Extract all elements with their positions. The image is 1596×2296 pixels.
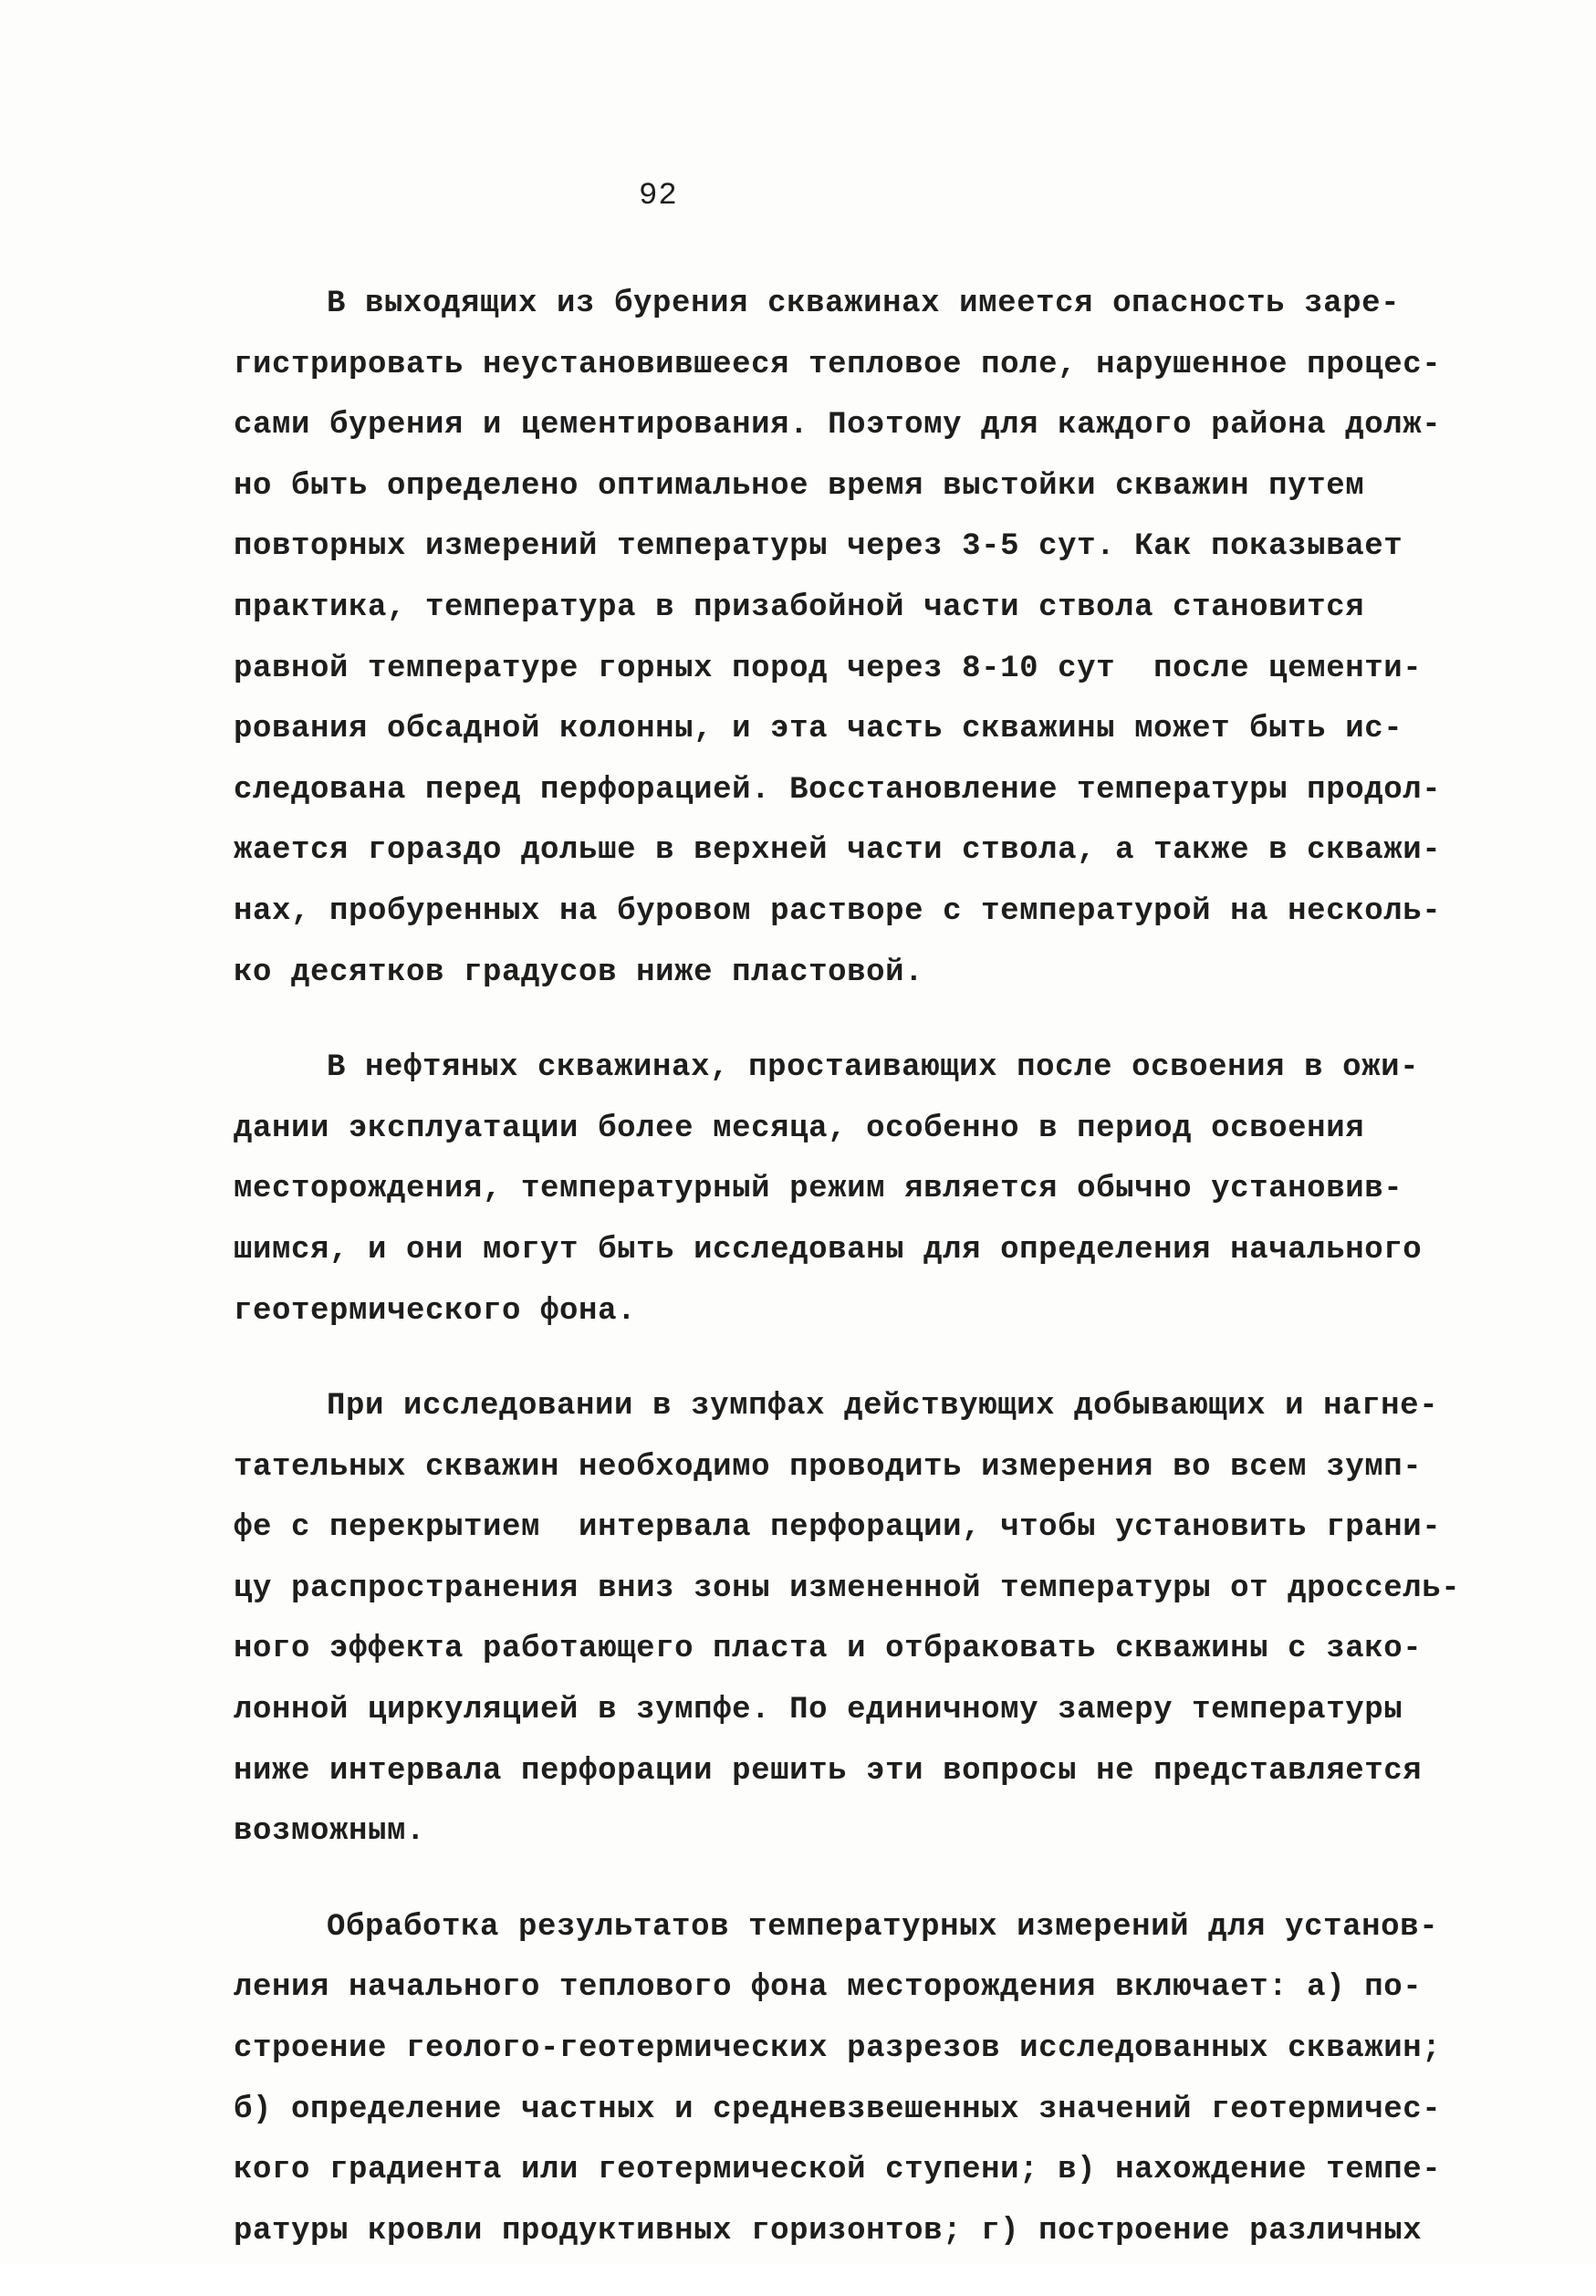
- paragraph-1: [234, 274, 1442, 1003]
- text-line: месторождения, температурный режим является обычно установив-: [234, 1172, 1403, 1207]
- paragraph-2: [234, 1038, 1423, 1341]
- text-line: ниже интервала перфорации решить эти вопросы не представляется: [234, 1753, 1423, 1789]
- text-line: следована перед перфорацией. Восстановление температуры продол-: [234, 772, 1442, 808]
- text-line: ко десятков градусов ниже пластовой.: [234, 955, 924, 990]
- text-line: рования обсадной колонны, и эта часть скважины может быть ис-: [234, 712, 1403, 747]
- text-line: геотермического фона.: [234, 1293, 637, 1329]
- text-line: сами бурения и цементирования. Поэтому для каждого района долж-: [234, 408, 1442, 444]
- text-line: дании эксплуатации более месяца, особенно в период освоения: [234, 1111, 1365, 1146]
- text-line: Обработка результатов температурных измерений для установ-: [327, 1909, 1439, 1945]
- text-line: В выходящих из бурения скважинах имеется опасность заре-: [327, 287, 1401, 321]
- text-line: шимся, и они могут быть исследованы для определения начального: [234, 1232, 1423, 1268]
- paragraph-4: [234, 1897, 1442, 2262]
- page-number: 92: [639, 179, 678, 214]
- text-line: тательных скважин необходимо проводить измерения во всем зумп-: [234, 1449, 1423, 1485]
- text-line: цу распространения вниз зоны измененной температуры от дроссель-: [234, 1571, 1461, 1606]
- text-line: повторных измерений температуры через 3-5 сут. Как показывает: [234, 529, 1403, 565]
- text-line: лонной циркуляцией в зумпфе. По единичному замеру температуры: [234, 1693, 1403, 1728]
- text-line: В нефтяных скважинах, простаивающих после освоения в ожи-: [327, 1050, 1420, 1086]
- text-line: ления начального теплового фона месторождения включает: а) по-: [234, 1970, 1423, 2006]
- text-line: ного эффекта работающего пласта и отбраковать скважины с зако-: [234, 1632, 1423, 1667]
- text-line: строение геолого-геотермических разрезов исследованных скважин;: [234, 2031, 1442, 2067]
- text-line: При исследовании в зумпфах действующих добывающих и нагне-: [327, 1389, 1439, 1425]
- text-line: равной температуре горных пород через 8-10 сут после цементи-: [234, 651, 1423, 686]
- body-text: [234, 274, 1461, 2296]
- text-line: жается гораздо дольше в верхней части ствола, а также в скважи-: [234, 833, 1442, 869]
- text-line: нах, пробуренных на буровом растворе с температурой на несколь-: [234, 893, 1442, 929]
- text-line: б) определение частных и средневзвешенных значений геотермичес-: [234, 2092, 1442, 2127]
- text-line: но быть определено оптимальное время выстойки скважин путем: [234, 468, 1365, 504]
- text-line: возможным.: [234, 1814, 426, 1850]
- text-line: фе с перекрытием интервала перфорации, чтобы установить грани-: [234, 1510, 1442, 1546]
- paragraph-3: [234, 1376, 1461, 1863]
- text-line: гистрировать неустановившееся тепловое поле, нарушенное процес-: [234, 347, 1442, 382]
- text-line: кого градиента или геотермической ступени; в) нахождение темпе-: [234, 2153, 1442, 2188]
- text-line: практика, температура в призабойной части ствола становится: [234, 590, 1365, 625]
- text-line: ратуры кровли продуктивных горизонтов; г) построение различных: [234, 2213, 1423, 2249]
